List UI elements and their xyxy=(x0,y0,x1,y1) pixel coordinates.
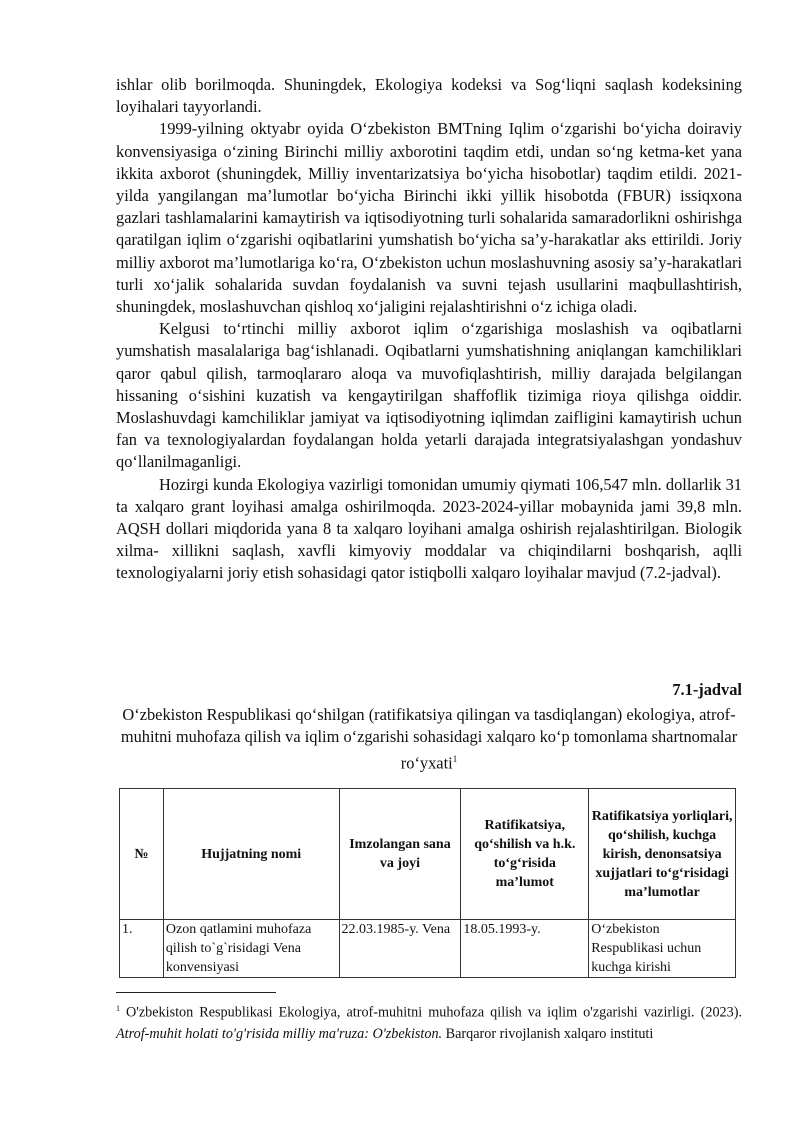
table-header-row xyxy=(120,789,736,920)
footnote xyxy=(116,998,742,1045)
cell-document-name: Ozon qatlamini muhofaza qilish to`g`risidagi Vena konvensiyasi xyxy=(163,920,339,978)
header-number: № xyxy=(120,789,164,920)
cell-ratification-documents: O‘zbekiston Respublikasi uchun kuchga kirishi xyxy=(589,920,736,978)
table-caption-text: O‘zbekiston Respublikasi qo‘shilgan (ratifikatsiya qilingan va tasdiqlangan) ekologiya, atrof-muhitni muhofaza qilish va iqlim o‘zgarishi sohasidagi xalqaro ko‘p tomonlama shartnomalar ro‘yxati xyxy=(120,705,738,773)
paragraph-3: Kelgusi to‘rtinchi milliy axborot iqlim o‘zgarishiga moslashish va oqibatlarni yumshatish masalalariga bag‘ishlanadi. Oqibatlarni yumshatishning aniqlangan kamchiliklari qaror qabul qilish, tarmoqlararo aloqa va muvofiqlashtirish, milliy darajada belgilangan hissaning o‘sishini kuzatish va kengaytirilgan shaffoflik tizimiga rioya qilishga oiddir. Moslashuvdagi kamchiliklar jamiyat va iqtisodiyotning iqlimdan zaifligini kamaytirish uchun fan va texnologiyalardan foydalangan holda yetarli darajada integratsiyalashgan yondashuv qo‘llanilmaganligi. xyxy=(116,319,742,472)
header-document-name: Hujjatning nomi xyxy=(163,789,339,920)
table-number: 7.1-jadval xyxy=(672,680,742,699)
cell-ratification-info: 18.05.1993-y. xyxy=(461,920,589,978)
footnote-divider xyxy=(116,992,276,993)
footnote-title: Atrof-muhit holati to'g'risida milliy ma'ruza: O'zbekiston. xyxy=(116,1025,443,1042)
treaties-table xyxy=(119,788,736,978)
table-row xyxy=(120,920,736,978)
footnote-text-after: Barqaror rivojlanish xalqaro instituti xyxy=(442,1025,654,1042)
footnote-mark: 1 xyxy=(116,1004,120,1013)
cell-number: 1. xyxy=(120,920,164,978)
table-caption xyxy=(104,704,754,775)
header-signing-date-place: Imzolangan sana va joyi xyxy=(339,789,461,920)
paragraph-4: Hozirgi kunda Ekologiya vazirligi tomonidan umumiy qiymati 106,547 mln. dollarlik 31 ta xalqaro grant loyihasi amalga oshirilmoqda. 2023-2024-yillar mobaynida jami 39,8 mln. AQSH dollari miqdorida yana 8 ta xalqaro loyihani amalga oshirish rejalashtirilgan. Biologik xilma- xillikni saqlash, xavfli kimyoviy moddalar va chiqindilarni boshqarish, aqlli texnologiyalarni joriy etish sohasidagi qator istiqbolli xalqaro loyihalar mavjud (7.2-jadval). xyxy=(116,474,742,583)
header-ratification-info: Ratifikatsiya, qo‘shilish va h.k. to‘g‘risida ma’lumot xyxy=(461,789,589,920)
footnote-text-before: O'zbekiston Respublikasi Ekologiya, atrof-muhitni muhofaza qilish va iqlim o'zgarishi vazirligi. (2023). xyxy=(126,1004,742,1021)
body-text xyxy=(116,74,742,585)
paragraph-2: 1999-yilning oktyabr oyida O‘zbekiston BMTning Iqlim o‘zgarishi bo‘yicha doiraviy konvensiyasiga o‘zining Birinchi milliy axborotini taqdim etdi, undan so‘ng ketma-ket yana ikkita axborot (shuningdek, Milliy inventarizatsiya bo‘yicha hisobotlar) taqdim etildi. 2021-yilda yangilangan ma’lumotlar bo‘yicha Birinchi ikki yillik hisobotda (FBUR) issiqxona gazlari tashlamalarini kamaytirish va iqtisodiyotning turli sohalarida samaradorlikni oshirishga qaratilgan iqlim o‘zgarishi oqibatlarini yumshatish bo‘yicha sa’y-harakatlar aks ettirildi. Joriy milliy axborot ma’lumotlariga ko‘ra, O‘zbekiston uchun moslashuvning asosiy sa’y-harakatlari turli xo‘jalik sohalarida suvdan foydalanish va suvni tejash usullarini maqbullashtirish, shuningdek, moslashuvchan qishloq xo‘jaligini rejalashtirishni o‘z ichiga oladi. xyxy=(116,119,742,317)
header-ratification-documents: Ratifikatsiya yorliqlari, qo‘shilish, kuchga kirish, denonsatsiya xujjatlari to‘g‘risidagi ma’lumotlar xyxy=(589,789,736,920)
cell-signing-date-place: 22.03.1985-y. Vena xyxy=(339,920,461,978)
footnote-reference[interactable]: 1 xyxy=(452,754,458,765)
paragraph-1: ishlar olib borilmoqda. Shuningdek, Ekologiya kodeksi va Sog‘liqni saqlash kodeksining loyihalari tayyorlandi. xyxy=(116,75,742,117)
